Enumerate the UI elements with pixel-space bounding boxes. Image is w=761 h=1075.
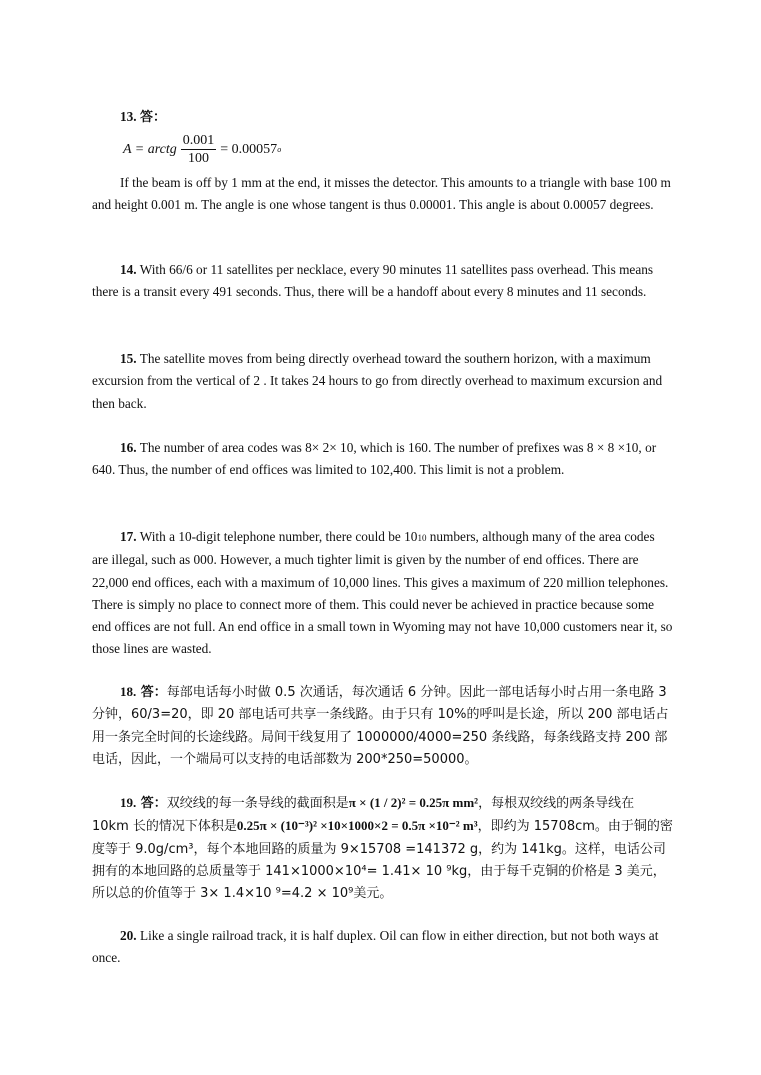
q13-eq-lhs: A = arctg (123, 141, 177, 157)
q14-paragraph (92, 259, 674, 304)
q18-answer-label: 答： (136, 685, 167, 700)
q18-number: 18. (120, 684, 137, 699)
q13-heading (92, 106, 674, 128)
q15-paragraph (92, 348, 674, 415)
q15-number: 15. (120, 351, 137, 366)
q19-number: 19. (120, 795, 137, 810)
q17-paragraph (92, 526, 674, 661)
q20-body: Like a single railroad track, it is half duplex. Oil can flow in either direction, but not both ways at once. (92, 928, 659, 966)
q19-math-volume: 0.25π × (10⁻³)² ×10×1000×2 = 0.5π ×10⁻² m³ (236, 818, 478, 834)
q16-body: The number of area codes was 8× 2× 10, which is 160. The number of prefixes was 8 × 8 ×10, or 640. Thus, the number of end offices was limited to 102,400. This limit is not a problem. (92, 440, 657, 478)
q19-paragraph (92, 792, 674, 905)
q19-math-area: π × (1 / 2)² = 0.25π mm² (348, 795, 479, 810)
q19-text-1: 双绞线的每一条导线的截面积是 (166, 796, 349, 811)
q17-exponent: 10 (417, 533, 427, 543)
q14-number: 14. (120, 262, 137, 277)
q20-paragraph (92, 925, 674, 970)
q20-number: 20. (120, 928, 137, 943)
q14-body: With 66/6 or 11 satellites per necklace, every 90 minutes 11 satellites pass overhead. This means there is a transit every 491 seconds. Thus, there will be a handoff about every 8 minutes and 11 seconds. (92, 262, 654, 300)
q19-answer-label: 答： (136, 796, 167, 811)
q19-text-2: ，每根双绞线的两条导线在 10km 长的情况下体积是 (92, 796, 635, 835)
q13-eq-fraction (181, 132, 217, 167)
q18-paragraph (92, 681, 674, 771)
q13-eq-numerator: 0.001 (182, 133, 215, 148)
q13-eq-denominator: 100 (188, 151, 210, 166)
q17-body-b: numbers, although many of the area codes are illegal, such as 000. However, a much tighter limit is given by the number of end offices. There are 22,000 end offices, each with a maximum of 10,000 lines. This gives a maximum of 220 million telephones. There is simply no place to connect more of them. This could never be achieved in practice because some end offices are not full. An end office in a small town in Wyoming may not have 10,000 customers near it, so those lines are wasted. (92, 529, 673, 657)
q16-paragraph (92, 437, 674, 482)
q16-number: 16. (120, 440, 137, 455)
q13-number: 13. (120, 109, 137, 124)
q13-equation: A = arctg $\frac{0.001}{100}$ = 0.00057 o (123, 133, 282, 166)
q19-text-3: ，即约为 15708cm。由于铜的密度等于 9.0g/cm³，每个本地回路的质量为 9×15708 =141372 g，约为 141kg。这样，电话公司拥有的本地回路的总质量等于 141×1000×10⁴= 1.41× 10 ⁹kg，由于每千克铜的价格是 3 美元，所以总的价值等于 3× 1.4×10 ⁹=4.2 × 10⁹美元。 (92, 819, 673, 902)
q18-body: 每部电话每小时做 0.5 次通话，每次通话 6 分钟。因此一部电话每小时占用一条电路 3 分钟，60/3=20，即 20 部电话可共享一条线路。由于只有 10%的呼叫是长途，所以 200 部电话占用一条完全时间的长途线路。局间干线复用了 1000000/4000=250 条线路，每条线路支持 200 部电话，因此，一个端局可以支持的电话部数为 200*250=50000。 (92, 685, 669, 767)
q15-body: The satellite moves from being directly overhead toward the southern horizon, with a maximum excursion from the vertical of 2 . It takes 24 hours to go from directly overhead to maximum excursion and then back. (92, 351, 663, 411)
q17-body-a: With a 10-digit telephone number, there could be 10 (136, 529, 418, 544)
q13-answer-label: 答： (139, 109, 166, 124)
q13-body: If the beam is off by 1 mm at the end, it misses the detector. This amounts to a triangle with base 100 m and height 0.001 m. The angle is one whose tangent is thus 0.00001. This angle is about 0.00057 degrees. (92, 175, 671, 213)
q17-number: 17. (120, 529, 137, 544)
q13-eq-rhs: = 0.00057 (220, 141, 278, 157)
